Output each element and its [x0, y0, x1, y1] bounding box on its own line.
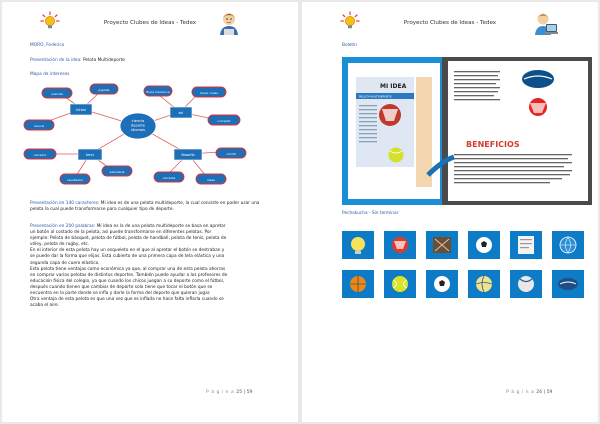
author-name: MORO, Federico: [30, 43, 65, 48]
mind-map-node-label: velocita: [51, 92, 63, 97]
mind-map-node-label: ciencia: [33, 124, 45, 129]
flyer-title: MI IDEA: [380, 83, 407, 90]
volleyball-icon: [468, 270, 500, 298]
slide-thumbnail[interactable]: [426, 231, 458, 259]
paragraph-200-line: después cuando tienen que cambiar de deporte solo tiene que tocar el botón que se: [30, 284, 213, 290]
page-footer: [206, 390, 252, 395]
mind-map-node-label: jugadla: [98, 88, 110, 93]
interest-mind-map: [20, 82, 252, 192]
mind-map-node-label: resultados: [67, 178, 83, 183]
handball-icon: [510, 270, 542, 298]
paragraph-200-line: en comprar varias pelotas de distintos deportes. También puede ayudar a los profesores de: [30, 272, 228, 278]
paragraph-200-line: vóley, pelota de rugby, etc.: [30, 242, 90, 248]
paragraph-200-line: Esta pelota tiene ventajas como económica ya que, al comprar una de esta pelota ahorras: [30, 266, 226, 272]
paragraph-200-line: acaba el aire.: [30, 303, 60, 309]
page-word: P á g i n a: [206, 390, 235, 395]
paragraph-200-line: se puede dar la forma que elijas. Está cubierto de una primera capa de tela elástica y una: [30, 254, 225, 260]
page-word: P á g i n a: [506, 390, 535, 395]
slide-thumbnail[interactable]: [510, 270, 542, 298]
page-number: 26 | 59: [536, 390, 553, 395]
basketball-icon: [342, 270, 374, 298]
map-label: Mapa de intereses: [30, 72, 70, 77]
flyer-subtitle: PELOTA MULTIDEPORTE: [359, 94, 392, 99]
pechakucha-row: [342, 270, 582, 298]
mind-map-node-label: hacer cosas: [200, 91, 218, 96]
section-label: Boletín: [342, 43, 358, 48]
mind-map-hub-label: filosofía: [181, 153, 195, 157]
soccer-ball-icon: [468, 231, 500, 259]
tennis-ball-icon: [384, 270, 416, 298]
page-header: [2, 10, 298, 40]
paragraph-200: [30, 224, 278, 309]
slide-thumbnail[interactable]: [510, 231, 542, 259]
pechakucha-label: Pechakucha - Sin terminar: [342, 211, 399, 216]
benefits-title: BENEFICIOS: [466, 140, 520, 149]
student-avatar-icon: [216, 10, 242, 36]
mind-map-hub-label: tenis: [85, 153, 95, 157]
slide-thumbnail[interactable]: [468, 231, 500, 259]
paragraph-140-label: Presentación en 140 caracteres:: [30, 201, 100, 206]
mind-map-nodes: [24, 84, 246, 184]
mind-map-center-label: idiomas: [130, 128, 146, 132]
mind-map-node-label: estudiarla: [109, 170, 125, 175]
bulletin-flyer-image: [342, 57, 592, 205]
paragraph-200-line: ejemplo: Pelota de básquet, pelota de fútbol, pelota de handball, pelota de tenis, pelota de: [30, 236, 227, 242]
rugby-ball-icon: [552, 270, 584, 298]
paragraph-200-line: Mi idea es la de una pelota multideporte se basa en apretar: [96, 224, 226, 229]
mind-map-hub-label: futbol: [76, 108, 86, 112]
mind-map-node-label: competir: [217, 119, 231, 124]
paragraph-140-text: Mi idea es de una pelota multideporte, la cual consiste en poder usar una pelota la cual puede transformarse para cualquier tipo de deporte.: [30, 201, 260, 213]
student-computer-icon: [532, 10, 558, 36]
bulb-sketch-icon: [342, 231, 374, 259]
idea-presentation-label: Presentación de la idea:: [30, 58, 82, 63]
mind-map-node-label: carrerita: [162, 176, 176, 181]
slide-thumbnail[interactable]: [552, 231, 584, 259]
paragraph-200-line: encuentra en la parte donde se infla y darle la forma del deporte que quieran jugar.: [30, 291, 211, 297]
page-footer: [506, 390, 552, 395]
slide-thumbnail[interactable]: [552, 270, 584, 298]
paragraph-200-line: Otra ventaja de esta pelota es que una vez que es inflada no hace falta inflarla cuando se: [30, 297, 224, 303]
slide-thumbnail[interactable]: [426, 270, 458, 298]
mind-map-node-label: fisica mecanica: [146, 90, 170, 95]
paragraph-200-label: Presentación en 200 palabras:: [30, 224, 96, 229]
slide-thumbnail[interactable]: [468, 270, 500, 298]
mind-map-center-label: ciencia: [131, 119, 145, 123]
left-page: [2, 2, 298, 422]
slide-thumbnail[interactable]: [384, 270, 416, 298]
red-ball-icon: [384, 231, 416, 259]
idea-presentation: [30, 58, 125, 64]
mind-map-hub-label: ski: [178, 111, 184, 115]
header-title: Proyecto Clubes de Ideas - Tedex: [103, 20, 197, 26]
page-header: [302, 10, 598, 40]
idea-presentation-value: Pelota Multideporte: [82, 58, 125, 63]
mind-map-node-label: carrilit: [226, 152, 236, 157]
right-page: [302, 2, 598, 422]
pechakucha-row: [342, 231, 582, 259]
slide-thumbnail[interactable]: [342, 270, 374, 298]
mind-map-center-label: deporte: [130, 123, 146, 128]
paragraph-200-line: educación física del colegio, ya que cuando los chicos juegan a su deporte como el fútbol,: [30, 278, 225, 284]
mind-map-node-label: cerrador: [33, 153, 47, 158]
slide-thumbnail[interactable]: [384, 231, 416, 259]
paragraph-140: [30, 201, 274, 213]
mind-map-node-label: ideas: [207, 178, 215, 183]
slide-thumbnail[interactable]: [342, 231, 374, 259]
skeleton-frame-icon: [426, 231, 458, 259]
paragraph-200-line: un botón al costado de la pelota, así puede transformarse en diferentes pelotas. Por: [30, 230, 212, 236]
paragraph-200-line: En el interior de esta pelota hay un esqueleto en el que al apretar el botón se destraban y: [30, 248, 225, 254]
paragraph-200-line: segunda capa de cuero elástico.: [30, 260, 100, 266]
header-title: Proyecto Clubes de Ideas - Tedex: [403, 20, 497, 26]
globe-icon: [552, 231, 584, 259]
soccer-ball-icon: [426, 270, 458, 298]
document-icon: [510, 231, 542, 259]
page-number: 25 | 59: [236, 390, 253, 395]
